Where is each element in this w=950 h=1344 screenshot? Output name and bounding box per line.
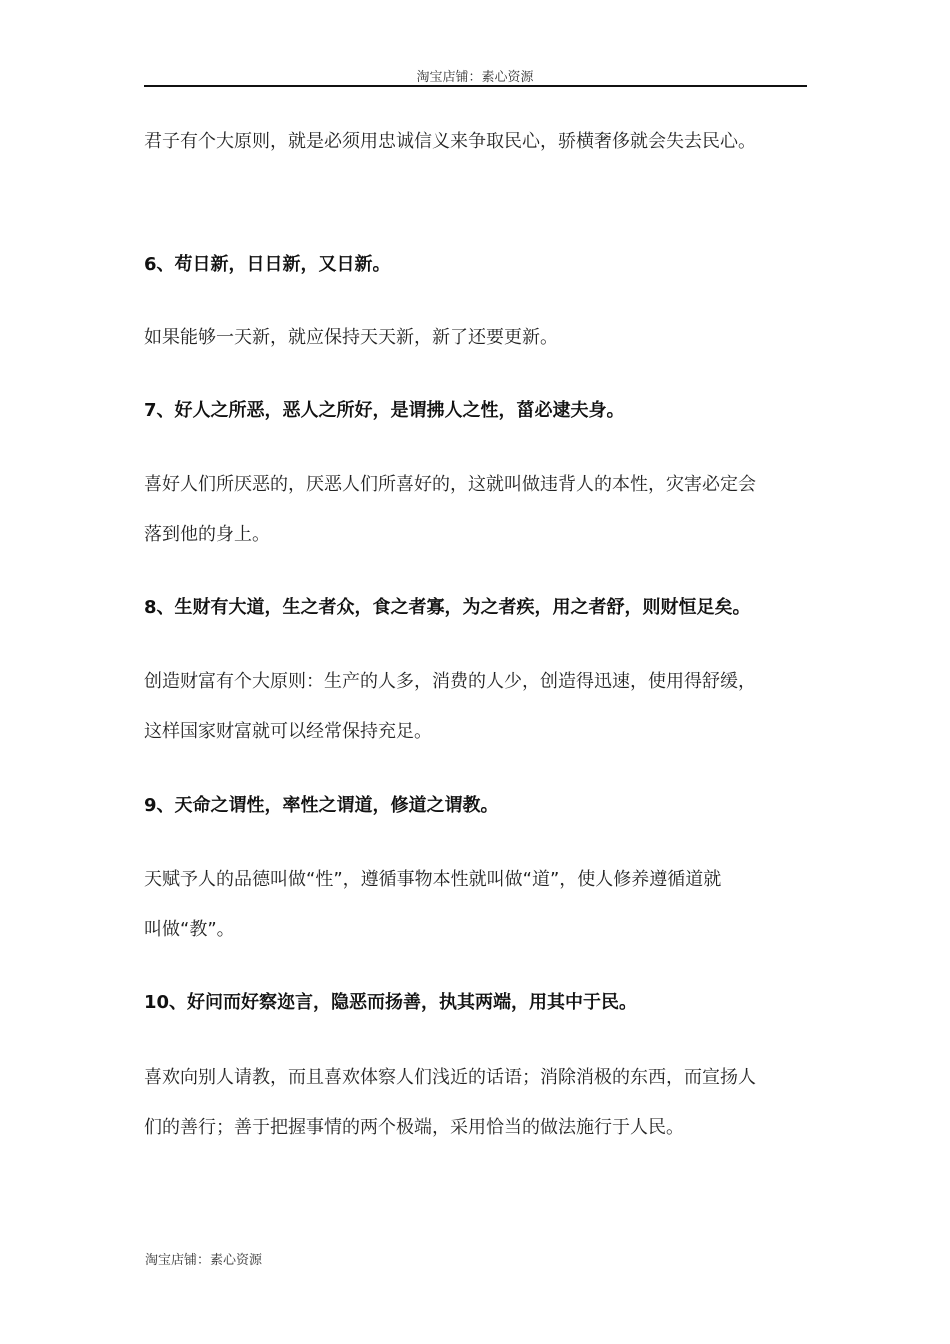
paragraph-7-line-1: 喜好人们所厌恶的，厌恶人们所喜好的，这就叫做违背人的本性，灾害必定会 [144,474,756,495]
heading-9: 9、天命之谓性，率性之谓道，修道之谓教。 [144,795,499,816]
page-header: 淘宝店铺：素心资源 [416,70,534,85]
paragraph-7-line-2: 落到他的身上。 [144,524,270,545]
heading-7: 7、好人之所恶，恶人之所好，是谓拂人之性，菑必逮夫身。 [144,400,625,421]
heading-6: 6、苟日新，日日新，又日新。 [144,254,391,275]
paragraph-5-line-1: 君子有个大原则，就是必须用忠诚信义来争取民心，骄横奢侈就会失去民心。 [144,131,756,152]
heading-10: 10、好问而好察迩言，隐恶而扬善，执其两端，用其中于民。 [144,992,638,1013]
page-footer: 淘宝店铺：素心资源 [145,1253,263,1268]
paragraph-9-line-2: 叫做“教”。 [144,919,235,940]
paragraph-8-line-2: 这样国家财富就可以经常保持充足。 [144,721,432,742]
paragraph-9-line-1: 天赋予人的品德叫做“性”，遵循事物本性就叫做“道”，使人修养遵循道就 [144,869,722,890]
paragraph-10-line-2: 们的善行；善于把握事情的两个极端，采用恰当的做法施行于人民。 [144,1117,684,1138]
header-rule [144,85,807,87]
paragraph-6-line-1: 如果能够一天新，就应保持天天新，新了还要更新。 [144,327,558,348]
paragraph-10-line-1: 喜欢向别人请教，而且喜欢体察人们浅近的话语；消除消极的东西，而宣扬人 [144,1067,756,1088]
heading-8: 8、生财有大道，生之者众，食之者寡，为之者疾，用之者舒，则财恒足矣。 [144,597,751,618]
paragraph-8-line-1: 创造财富有个大原则：生产的人多，消费的人少，创造得迅速，使用得舒缓， [144,671,756,692]
